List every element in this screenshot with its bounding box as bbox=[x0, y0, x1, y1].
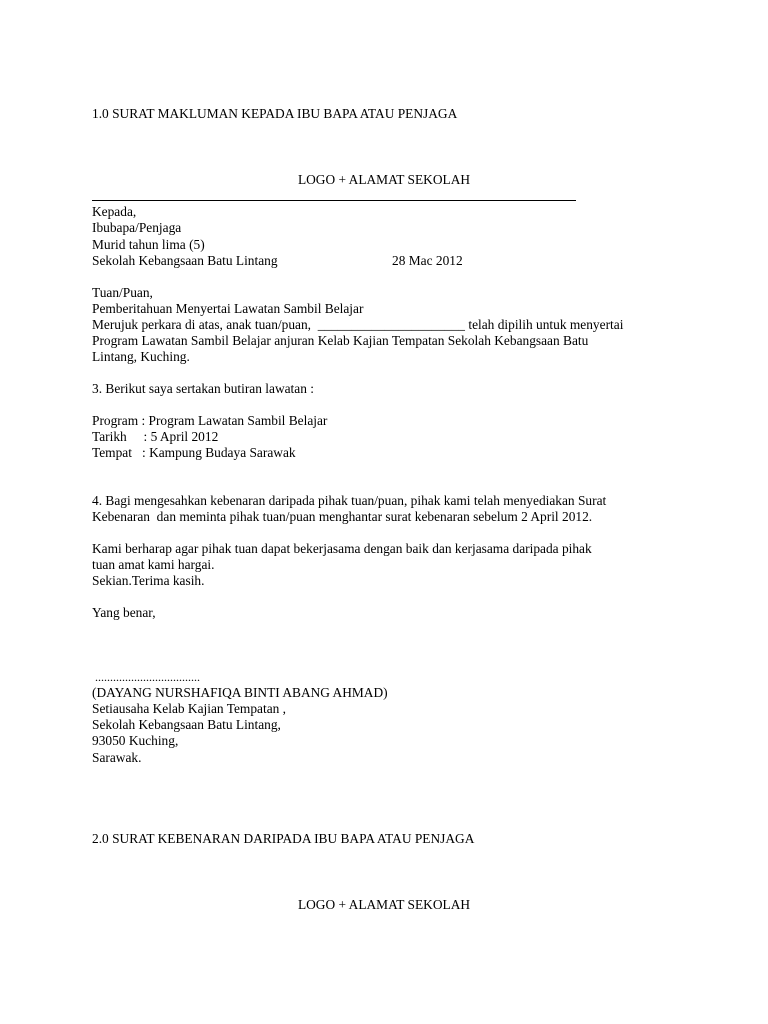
recipient-line1: Ibubapa/Penjaga bbox=[92, 220, 182, 235]
recipient-to: Kepada, bbox=[92, 204, 137, 219]
section2-heading: 2.0 SURAT KEBENARAN DARIPADA IBU BAPA ATAU PENJAGA bbox=[92, 831, 475, 846]
detail-tempat: Tempat : Kampung Budaya Sarawak bbox=[92, 445, 296, 460]
letter-date: 28 Mac 2012 bbox=[392, 253, 463, 268]
paragraph-4-line: 4. Bagi mengesahkan kebenaran daripada pihak tuan/puan, pihak kami telah menyediakan Surat bbox=[92, 493, 607, 508]
subject-line: Pemberitahuan Menyertai Lawatan Sambil Belajar bbox=[92, 301, 364, 316]
body-paragraph-line: Lintang, Kuching. bbox=[92, 349, 190, 364]
paragraph-5-line: tuan amat kami hargai. bbox=[92, 557, 215, 572]
signer-school: Sekolah Kebangsaan Batu Lintang, bbox=[92, 717, 281, 732]
paragraph-3: 3. Berikut saya sertakan butiran lawatan : bbox=[92, 381, 314, 396]
recipient-line3: Sekolah Kebangsaan Batu Lintang bbox=[92, 253, 278, 268]
body-paragraph-line: Program Lawatan Sambil Belajar anjuran Kelab Kajian Tempatan Sekolah Kebangsaan Batu bbox=[92, 333, 589, 348]
paragraph-5-line: Kami berharap agar pihak tuan dapat bekerjasama dengan baik dan kerjasama daripada pihak bbox=[92, 541, 592, 556]
body-paragraph-line: Merujuk perkara di atas, anak tuan/puan, ______________________ telah dipilih untuk menyertai bbox=[92, 317, 624, 332]
recipient-line2: Murid tahun lima (5) bbox=[92, 237, 205, 252]
detail-tarikh: Tarikh : 5 April 2012 bbox=[92, 429, 219, 444]
paragraph-4-line: Kebenaran dan meminta pihak tuan/puan menghantar surat kebenaran sebelum 2 April 2012. bbox=[92, 509, 593, 524]
signature-dots: ................................... bbox=[92, 670, 200, 684]
closing: Yang benar, bbox=[92, 605, 156, 620]
detail-program: Program : Program Lawatan Sambil Belajar bbox=[92, 413, 328, 428]
logo-address-placeholder-2: LOGO + ALAMAT SEKOLAH bbox=[297, 897, 471, 912]
paragraph-5-line: Sekian.Terima kasih. bbox=[92, 573, 205, 588]
signer-title: Setiausaha Kelab Kajian Tempatan , bbox=[92, 701, 287, 716]
signer-city: 93050 Kuching, bbox=[92, 733, 179, 748]
salutation: Tuan/Puan, bbox=[92, 285, 153, 300]
section1-heading: 1.0 SURAT MAKLUMAN KEPADA IBU BAPA ATAU PENJAGA bbox=[92, 106, 458, 121]
signer-state: Sarawak. bbox=[92, 750, 142, 765]
logo-address-placeholder: LOGO + ALAMAT SEKOLAH bbox=[297, 172, 471, 187]
divider-rule bbox=[92, 200, 576, 201]
signer-name: (DAYANG NURSHAFIQA BINTI ABANG AHMAD) bbox=[92, 685, 388, 700]
